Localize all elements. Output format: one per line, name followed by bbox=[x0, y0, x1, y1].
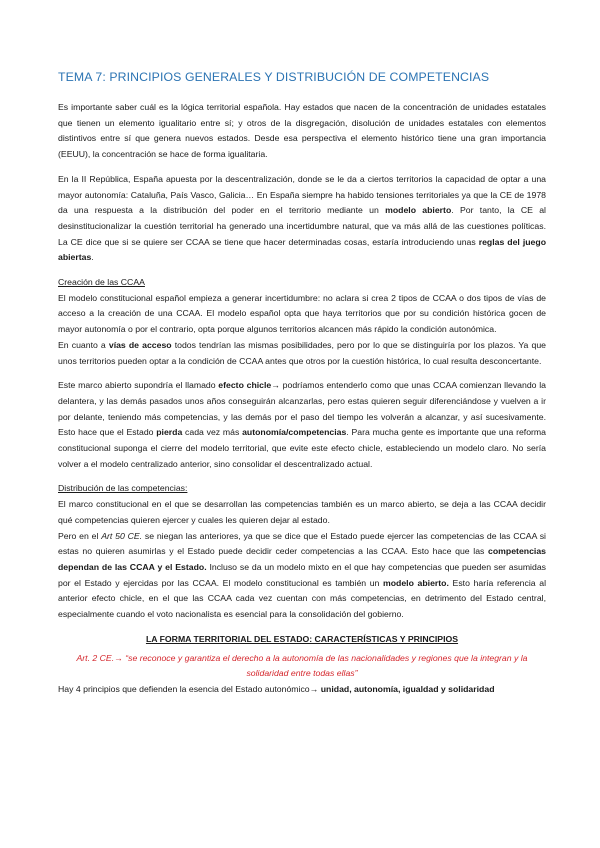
heading-distribucion: Distribución de las competencias: bbox=[58, 483, 188, 494]
paragraph-art50: Pero en el Art 50 CE. se niegan las anteriores, ya que se dice que el Estado puede ejercer las competencias de las CCAA si estas no quieren asumirlas y el Estado puede decidir ceder competencias a las CCAA. Esto hace que las competencias dependan de las CCAA y el Estado. Incluso se da un modelo mixto en el que hay competencias que pueden ser asumidas por el Estado y ejercidas por las CCAA. El modelo constitucional es también un modelo abierto. Esto haría referencia al anterior efecto chicle, en el que las CCAA cada vez cuentan con más competencias, en detrimento del Estado central, especialmente cuando el voto nacionalista es esencial para la consolidación del gobierno. bbox=[58, 530, 546, 620]
paragraph-modelo: El modelo constitucional español empieza a generar incertidumbre: no aclara si crea 2 tipos de CCAA o dos tipos de vías de acceso a la creación de una CCAA. El modelo español opta que haya territorios que por su condición histórica gocen de mayor autonomía o por el contrario, opta porque algunos territorios alcancen más rápido la condición autonómica. bbox=[58, 292, 546, 335]
paragraph-marco: El marco constitucional en el que se desarrollan las competencias también es un marco abierto, se deja a las CCAA decidir qué competencias quieren ejercer y cuales les quieren dejar al estado. bbox=[58, 499, 546, 525]
paragraph-intro: Es importante saber cuál es la lógica territorial española. Hay estados que nacen de la concentración de unidades estatales que tienen un elemento igualitario entre sí; y otros de la disgregación, disolución de unidades estatales con elementos distintivos entre sí que genera nuevos estados. Desde esa perspectiva el elemento histórico tiene una gran importancia (EEUU), la concentración se hace de forma igualitaria. bbox=[58, 102, 546, 160]
constitution-quote: Art. 2 CE.→ “se reconoce y garantiza el derecho a la autonomía de las nacionalidades y regiones que la integran y la solidaridad entre todas ellas” bbox=[76, 652, 528, 679]
paragraph-efecto-chicle: Este marco abierto supondría el llamado efecto chicle→ podríamos entenderlo como que unas CCAA comienzan llevando la delantera, y las demás pasados unos años conseguirán alcanzarlas, pero estas quieren seguir diferenciándose y vuelven a ir por delante, teniendo más competencias, y las demás por el paso del tiempo les volverán a alcanzar, y así sucesivamente. Esto hace que el Estado pierda cada vez más autonomía/competencias. Para mucha gente es importante que una reforma constitucional suponga el cierre del modelo territorial, que evite este efecto chicle, estableciendo un modelo claro. No sería volver a el modelo centralizado anterior, sino consolidar el descentralizado actual. bbox=[58, 380, 546, 469]
heading-creacion: Creación de las CCAA bbox=[58, 277, 145, 288]
paragraph-republica: En la II República, España apuesta por la descentralización, donde se le da a ciertos territorios la capacidad de optar a una mayor autonomía: Cataluña, País Vasco, Galicia… En España siempre ha habido tensiones territoriales ya que la CE de 1978 da una respuesta a la distribución del poder en el territorio mediante un modelo abierto. Por tanto, la CE al desinstitucionalizar la cuestión territorial ha generado una incertidumbre natural, que va más allá de las cuestiones políticas. La CE dice que si se quiere ser CCAA se tiene que hacer determinadas cosas, estaría introduciendo unas reglas del juego abiertas. bbox=[58, 173, 546, 263]
document-content bbox=[58, 70, 546, 698]
paragraph-vias: En cuanto a vías de acceso todos tendrían las mismas posibilidades, pero por lo que se distinguiría por los plazos. Ya que unos territorios pueden optar a la condición de CCAA antes que otros por la cuestión histórica, lo cual resulta desconcertante. bbox=[58, 339, 546, 366]
page-title: TEMA 7: PRINCIPIOS GENERALES Y DISTRIBUCIÓN DE COMPETENCIAS bbox=[58, 70, 490, 84]
section-title: LA FORMA TERRITORIAL DEL ESTADO: CARACTERÍSTICAS Y PRINCIPIOS bbox=[145, 633, 459, 644]
paragraph-principios: Hay 4 principios que defienden la esencia del Estado autonómico→ unidad, autonomía, igualdad y solidaridad bbox=[58, 683, 495, 694]
